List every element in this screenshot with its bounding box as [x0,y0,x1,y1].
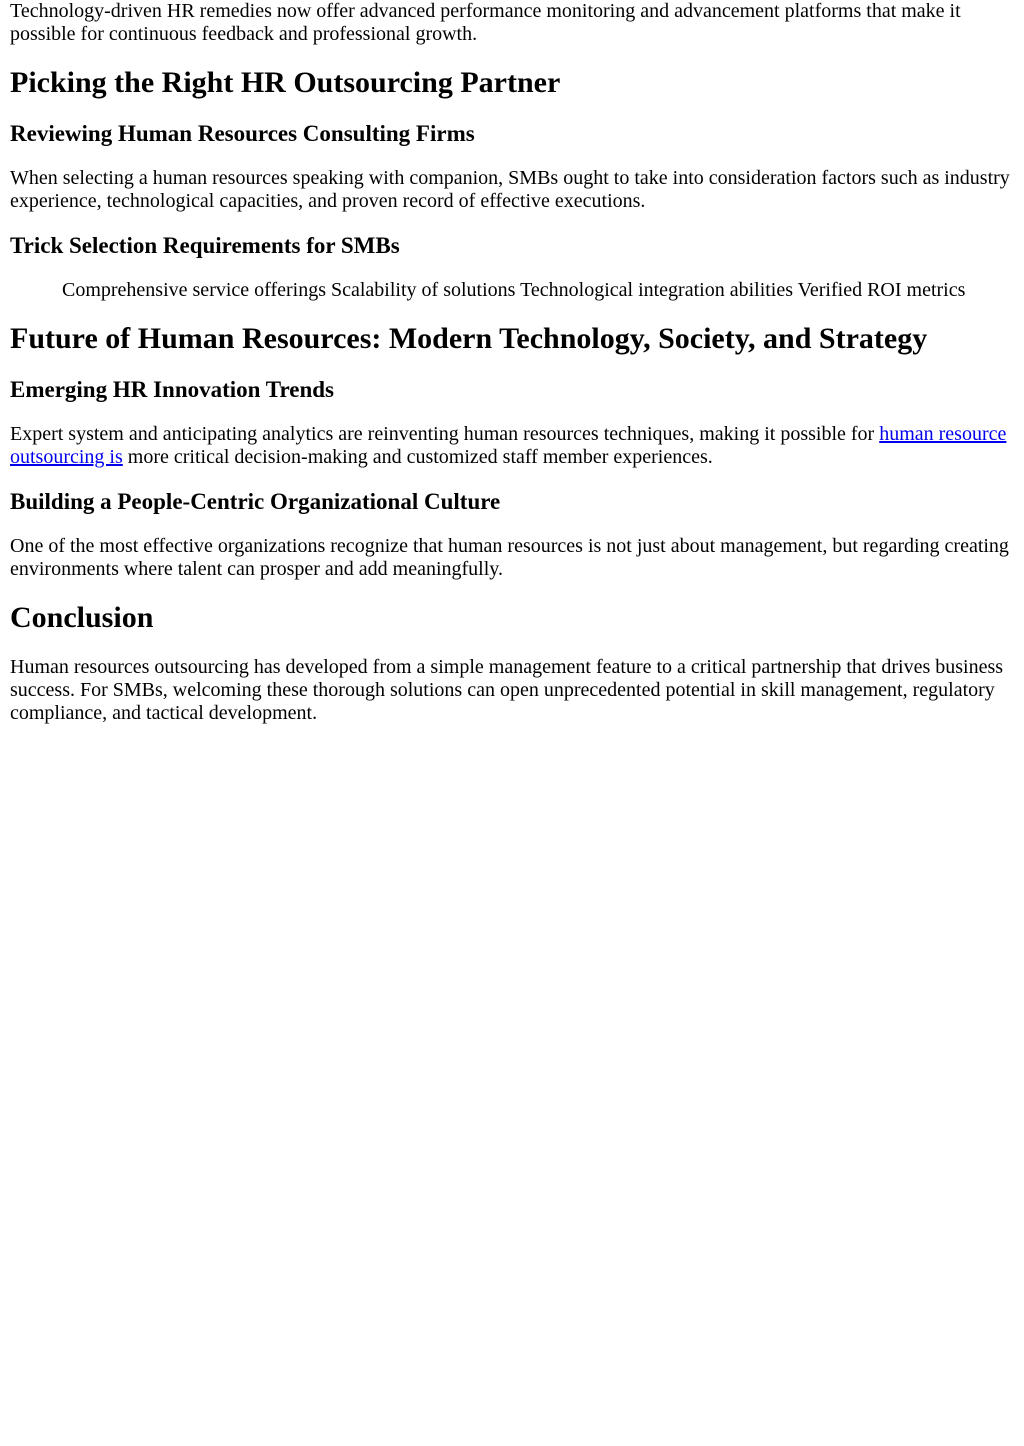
paragraph-reviewing-firms: When selecting a human resources speaking with companion, SMBs ought to take into consideration factors such as industry experience, technological capacities, and proven record of effective executions. [10,167,1010,212]
selection-requirements-list: Comprehensive service offerings Scalability of solutions Technological integration abilities Verified ROI metrics [62,279,966,301]
heading-conclusion: Conclusion [10,601,154,634]
innovation-text-before: Expert system and anticipating analytics are reinventing human resources techniques, making it possible for [10,423,880,445]
paragraph-people-centric-culture: One of the most effective organizations recognize that human resources is not just about management, but regarding creating environments where talent can prosper and add meaningfully. [10,535,1009,580]
paragraph-conclusion: Human resources outsourcing has developed from a simple management feature to a critical partnership that drives business success. For SMBs, welcoming these thorough solutions can open unprecedented potential in skill management, regulatory compliance, and tactical development. [10,656,1004,724]
heading-people-centric-culture: Building a People-Centric Organizational Culture [10,489,501,514]
heading-picking-partner: Picking the Right HR Outsourcing Partner [10,66,561,99]
heading-innovation-trends: Emerging HR Innovation Trends [10,377,334,402]
hr-outsourcing-link[interactable]: human resource outsourcing is [10,423,1007,468]
heading-reviewing-firms: Reviewing Human Resources Consulting Firms [10,121,475,146]
heading-selection-requirements: Trick Selection Requirements for SMBs [10,233,400,258]
heading-future-of-hr: Future of Human Resources: Modern Technology, Society, and Strategy [10,322,928,355]
paragraph-innovation-trends [10,423,1014,469]
innovation-text-after: more critical decision-making and customized staff member experiences. [122,446,713,468]
intro-paragraph: Technology-driven HR remedies now offer advanced performance monitoring and advancement platforms that make it possible for continuous feedback and professional growth. [10,0,961,45]
